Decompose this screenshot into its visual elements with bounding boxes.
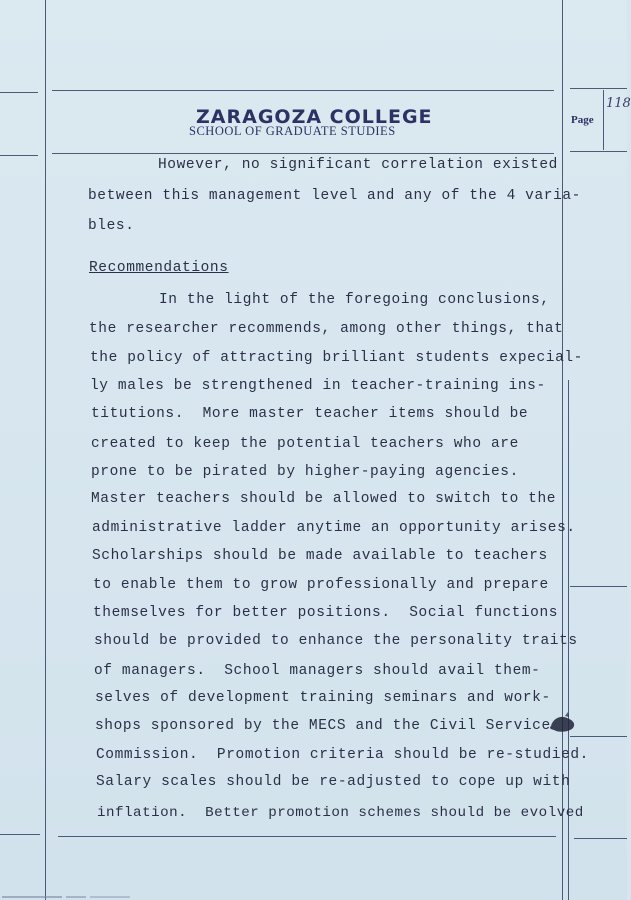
scan-edge-marks [0,895,200,900]
footer-rule-main [58,836,556,837]
text-line: bles. [88,218,135,234]
text-line: administrative ladder anytime an opportunity arises. [92,520,576,536]
college-name: ZARAGOZA COLLEGE [196,106,433,128]
text-line: In the light of the foregoing conclusions, [159,292,550,308]
header-bottom-rule [0,155,38,156]
header-bottom-rule-main [52,153,554,154]
text-line: should be provided to enhance the personality traits [94,633,578,649]
text-line: Scholarships should be made available to teachers [92,548,548,564]
page-number: 118 [606,96,631,111]
section-heading: Recommendations [89,260,229,276]
page-label: Page [571,114,594,126]
text-line: titutions. More master teacher items should be [91,406,529,422]
left-margin-rule [45,0,46,900]
footer-rule-right [574,838,627,839]
text-line: ly males be strengthened in teacher-training ins- [90,378,546,394]
header-top-rule-right [570,88,627,89]
ink-stain [547,712,577,734]
text-line: Commission. Promotion criteria should be re-studied. [96,747,589,763]
text-line: the researcher recommends, among other things, that [89,321,564,337]
text-line: created to keep the potential teachers who are [91,436,519,452]
text-line: However, no significant correlation existed [158,157,558,173]
text-line: themselves for better positions. Social functions [93,605,559,621]
text-line: Salary scales should be re-adjusted to cope up with [96,774,571,790]
text-line: of managers. School managers should avail them- [94,663,541,679]
header-top-rule [0,92,38,93]
text-line: inflation. Better promotion schemes should be evolved [97,805,584,821]
text-line: prone to be pirated by higher-paying agencies. [91,464,519,480]
text-line: selves of development training seminars and work- [95,690,551,706]
header-bottom-rule-right [570,151,627,152]
text-line: the policy of attracting brilliant students expecial- [90,350,583,366]
text-line: Master teachers should be allowed to switch to the [91,491,557,507]
school-name: SCHOOL OF GRADUATE STUDIES [189,124,396,138]
right-tab-rule-1 [570,586,627,587]
page-box-rule [603,90,604,150]
text-line: to enable them to grow professionally and prepare [93,577,549,593]
right-tab-rule-2 [570,736,627,737]
text-line: shops sponsored by the MECS and the Civil Service [95,718,551,734]
right-margin-rule [562,0,563,900]
footer-rule-left [0,834,40,835]
header-top-rule-main [52,90,554,91]
text-line: between this management level and any of the 4 varia- [88,188,581,204]
